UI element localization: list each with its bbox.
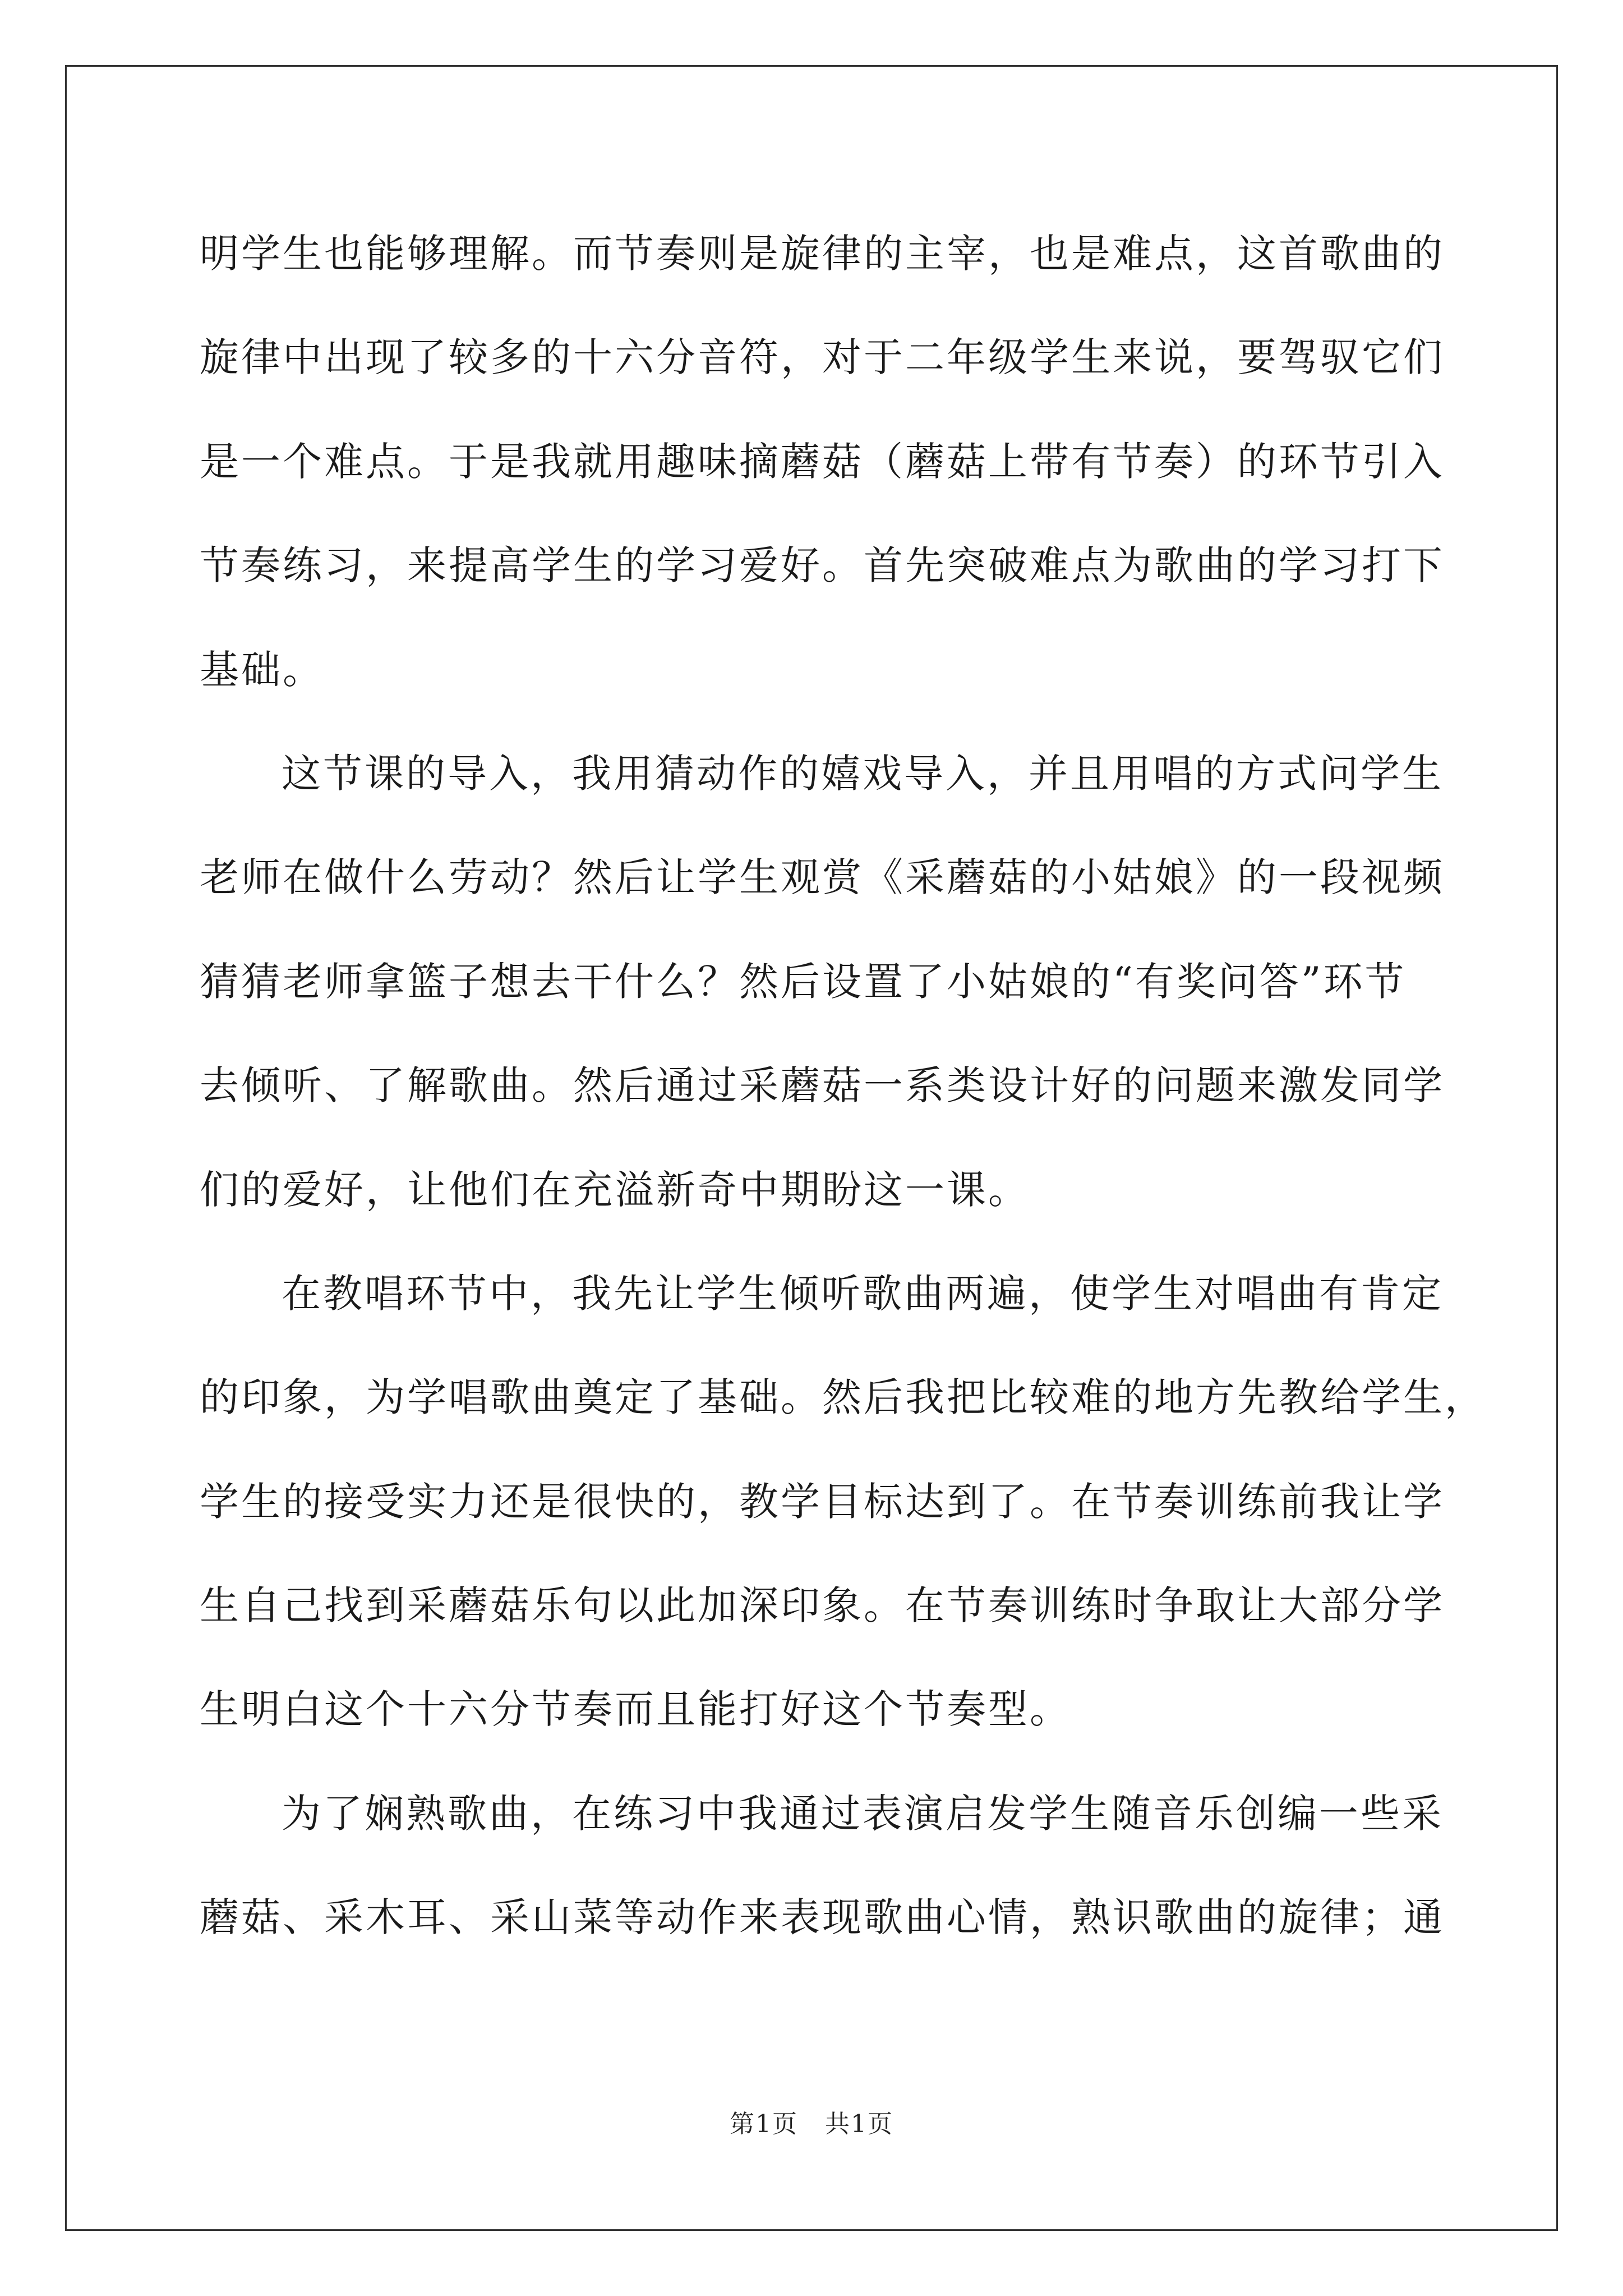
text-line: 是一个难点。于是我就用趣味摘蘑菇（蘑菇上带有节奏）的环节引入 [200, 438, 1445, 485]
page-total: 共1页 [825, 2110, 893, 2138]
text-line: 旋律中出现了较多的十六分音符，对于二年级学生来说，要驾驭它们 [200, 334, 1445, 381]
text-line: 猜猜老师拿篮子想去干什么？然后设置了小姑娘的“有奖问答”环节 [200, 958, 1407, 1005]
text-line: 们的爱好，让他们在充溢新奇中期盼这一课。 [200, 1166, 1030, 1213]
text-line: 节奏练习，来提高学生的学习爱好。首先突破难点为歌曲的学习打下 [200, 542, 1445, 589]
page-footer [0, 2104, 1623, 2139]
text-line: 老师在做什么劳动？然后让学生观赏《采蘑菇的小姑娘》的一段视频 [200, 854, 1445, 901]
text-line: 蘑菇、采木耳、采山菜等动作来表现歌曲心情，熟识歌曲的旋律；通 [200, 1894, 1445, 1941]
text-line: 基础。 [200, 646, 324, 693]
text-line: 生自己找到采蘑菇乐句以此加深印象。在节奏训练时争取让大部分学 [200, 1582, 1445, 1629]
paragraph-first-line: 为了娴熟歌曲，在练习中我通过表演启发学生随音乐创编一些采 [282, 1790, 1444, 1837]
paragraph-first-line: 在教唱环节中，我先让学生倾听歌曲两遍，使学生对唱曲有肯定 [282, 1270, 1444, 1317]
text-line: 生明白这个十六分节奏而且能打好这个节奏型。 [200, 1686, 1071, 1733]
text-line: 学生的接受实力还是很快的，教学目标达到了。在节奏训练前我让学 [200, 1478, 1445, 1525]
text-line: 明学生也能够理解。而节奏则是旋律的主宰，也是难点，这首歌曲的 [200, 231, 1445, 277]
page-number: 第1页 [730, 2110, 798, 2138]
document-body [200, 202, 1486, 1970]
text-line: 的印象，为学唱歌曲奠定了基础。然后我把比较难的地方先教给学生， [200, 1374, 1486, 1421]
text-line: 去倾听、了解歌曲。然后通过采蘑菇一系类设计好的问题来激发同学 [200, 1062, 1445, 1109]
paragraph-first-line: 这节课的导入，我用猜动作的嬉戏导入，并且用唱的方式问学生 [282, 750, 1444, 797]
